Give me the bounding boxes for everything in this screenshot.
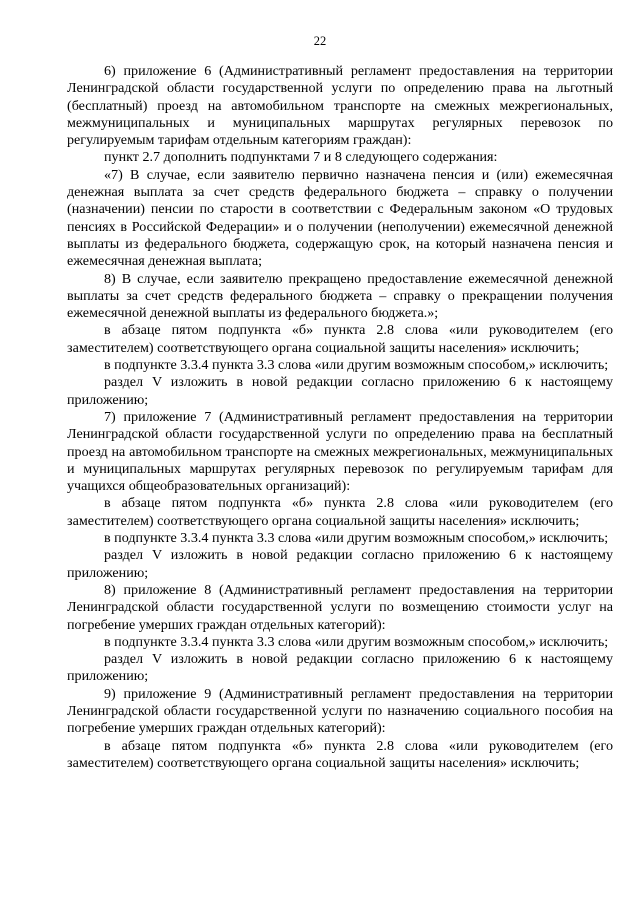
paragraph: в подпункте 3.3.4 пункта 3.3 слова «или другим возможным способом,» исключить;: [104, 530, 609, 547]
paragraph: раздел V изложить в новой редакции согласно приложению 6 к настоящему приложению;: [67, 547, 613, 581]
paragraph: 6) приложение 6 (Административный регламент предоставления на территории Ленинградской области государственной услуги по определению права на льготный (бесплатный) проезд на автомобильном транспорте на смежных межрегиональных, межмуниципальных и муниципальных маршрутах регулярных перевозок по регулируемым тарифам отдельным категориям граждан):: [67, 63, 613, 149]
paragraph: в абзаце пятом подпункта «б» пункта 2.8 слова «или руководителем (его заместителем) соответствующего органа социальной защиты населения» исключить;: [67, 322, 613, 356]
paragraph: в подпункте 3.3.4 пункта 3.3 слова «или другим возможным способом,» исключить;: [104, 633, 609, 650]
paragraph: 9) приложение 9 (Административный регламент предоставления на территории Ленинградской области государственной услуги по назначению социального пособия на погребение умерших граждан отдельных категорий):: [67, 685, 613, 737]
paragraph: 7) приложение 7 (Административный регламент предоставления на территории Ленинградской области государственной услуги по определению права на бесплатный проезд на автомобильном транспорте на смежных межрегиональных, межмуниципальных и муниципальных маршрутах регулярных перевозок по регулируемым тарифам для учащихся общеобразовательных организаций):: [67, 408, 613, 495]
paragraph: 8) приложение 8 (Административный регламент предоставления на территории Ленинградской области государственной услуги по возмещению стоимости услуг на погребение умерших граждан отдельных категорий):: [67, 581, 613, 633]
paragraph: в абзаце пятом подпункта «б» пункта 2.8 слова «или руководителем (его заместителем) соответствующего органа социальной защиты населения» исключить;: [67, 737, 613, 771]
paragraph: 8) В случае, если заявителю прекращено предоставление ежемесячной денежной выплаты за счет средств федерального бюджета – справку о прекращении получения ежемесячной денежной выплаты из федерального бюджета.»;: [67, 270, 613, 322]
paragraph: «7) В случае, если заявителю первично назначена пенсия и (или) ежемесячная денежная выплата за счет средств федерального бюджета – справку о получении (назначении) пенсии по старости в соответствии с Федеральным законом «О трудовых пенсиях в Российской Федерации» и о получении (неполучении) ежемесячной денежной выплаты из федерального бюджета, содержащую срок, на который назначена пенсия и ежемесячная денежная выплата;: [67, 166, 613, 270]
paragraph: в абзаце пятом подпункта «б» пункта 2.8 слова «или руководителем (его заместителем) соответствующего органа социальной защиты населения» исключить;: [67, 495, 613, 529]
paragraph: пункт 2.7 дополнить подпунктами 7 и 8 следующего содержания:: [104, 149, 498, 166]
document-body: [67, 63, 613, 772]
paragraph: раздел V изложить в новой редакции согласно приложению 6 к настоящему приложению;: [67, 651, 613, 685]
paragraph: в подпункте 3.3.4 пункта 3.3 слова «или другим возможным способом,» исключить;: [104, 357, 609, 374]
page-number: 22: [313, 34, 327, 48]
paragraph: раздел V изложить в новой редакции согласно приложению 6 к настоящему приложению;: [67, 374, 613, 408]
